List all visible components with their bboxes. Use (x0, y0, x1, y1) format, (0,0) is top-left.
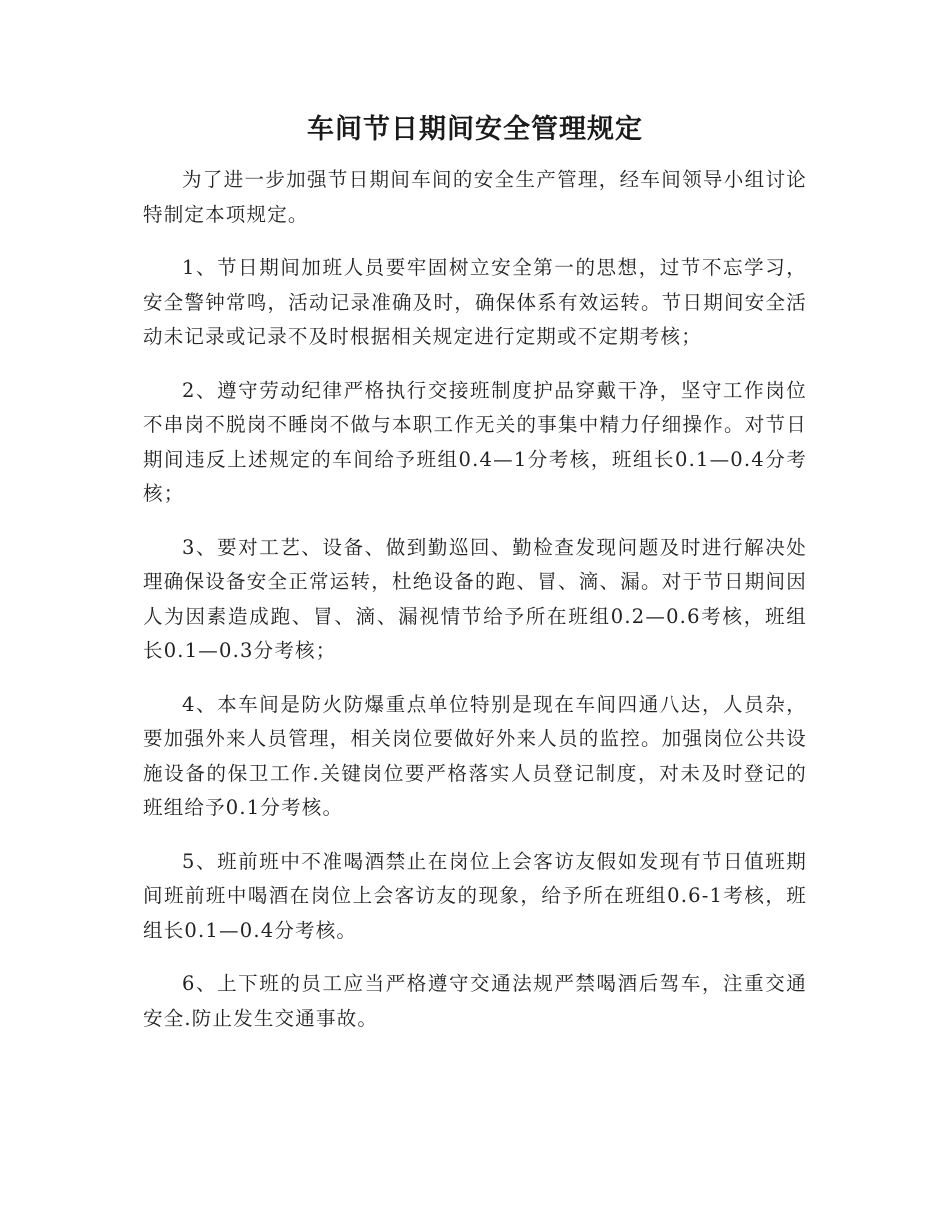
rule-paragraph-2: 2、遵守劳动纪律严格执行交接班制度护品穿戴干净，坚守工作岗位不串岗不脱岗不睡岗不做与本职工作无关的事集中精力仔细操作。对节日期间违反上述规定的车间给予班组0.4—1分考核，班组长0.1—0.4分考核； (143, 378, 807, 505)
rule-paragraph-1: 1、节日期间加班人员要牢固树立安全第一的思想，过节不忘学习，安全警钟常鸣，活动记录准确及时，确保体系有效运转。节日期间安全活动未记录或记录不及时根据相关规定进行定期或不定期考核； (143, 256, 807, 348)
document-body (143, 163, 807, 1055)
intro-paragraph: 为了进一步加强节日期间车间的安全生产管理，经车间领导小组讨论特制定本项规定。 (143, 168, 807, 226)
rule-paragraph-3: 3、要对工艺、设备、做到勤巡回、勤检查发现问题及时进行解决处理确保设备安全正常运转，杜绝设备的跑、冒、滴、漏。对于节日期间因人为因素造成跑、冒、滴、漏视情节给予所在班组0.2—0.6考核，班组长0.1—0.3分考核； (143, 535, 807, 662)
rule-paragraph-6: 6、上下班的员工应当严格遵守交通法规严禁喝酒后驾车，注重交通安全.防止发生交通事故。 (143, 972, 807, 1030)
document-title: 车间节日期间安全管理规定 (307, 114, 643, 145)
rule-paragraph-5: 5、班前班中不准喝酒禁止在岗位上会客访友假如发现有节日值班期间班前班中喝酒在岗位上会客访友的现象，给予所在班组0.6-1考核，班组长0.1—0.4分考核。 (143, 849, 807, 942)
rule-paragraph-4: 4、本车间是防火防爆重点单位特别是现在车间四通八达，人员杂，要加强外来人员管理，相关岗位要做好外来人员的监控。加强岗位公共设施设备的保卫工作.关键岗位要严格落实人员登记制度，对未及时登记的班组给予0.1分考核。 (143, 692, 807, 819)
